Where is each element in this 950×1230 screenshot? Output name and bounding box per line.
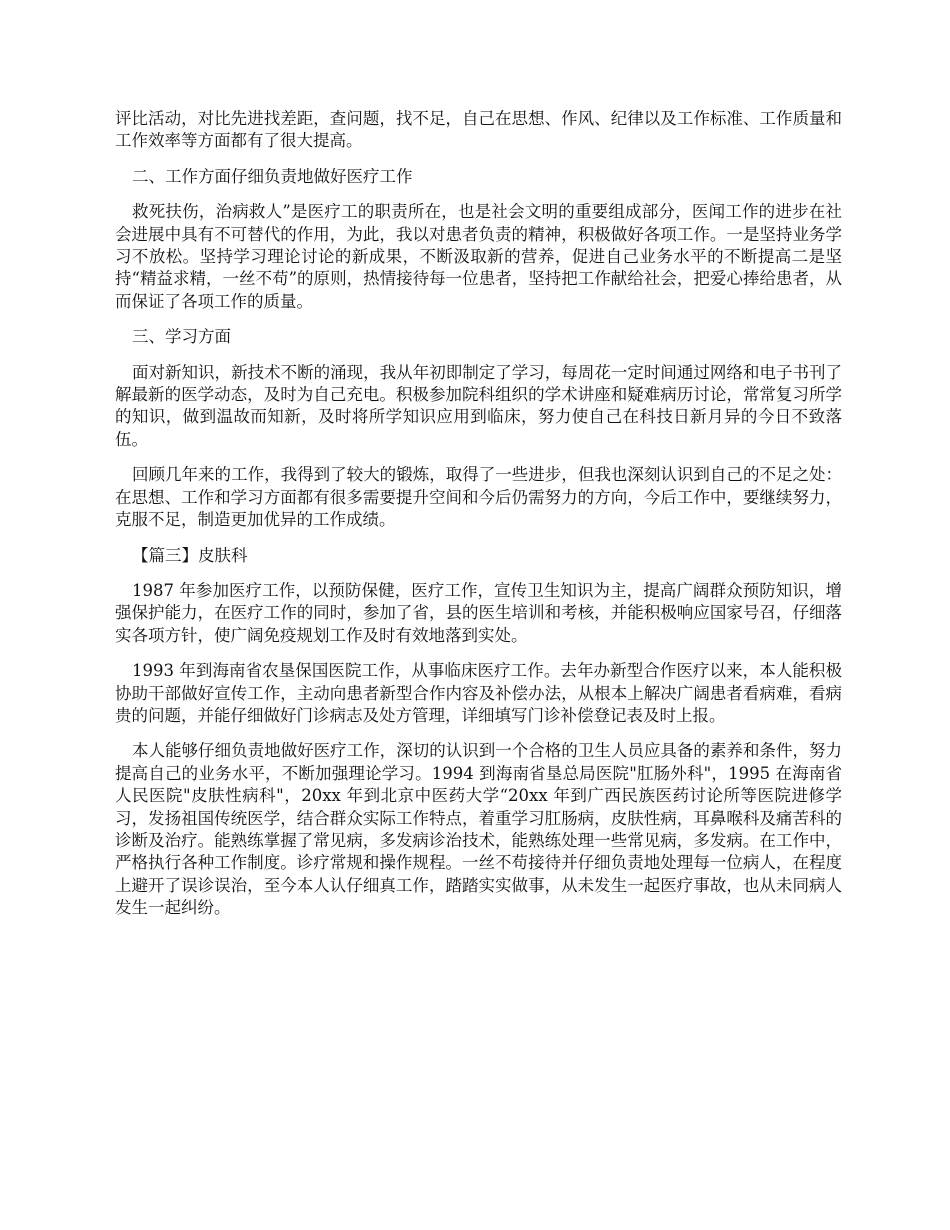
- section-heading-study: 三、学习方面: [132, 327, 231, 347]
- paragraph-review: 回顾几年来的工作，我得到了较大的锻炼，取得了一些进步，但我也深刻认识到自己的不足之处：在思想、工作和学习方面都有很多需要提升空间和今后仍需努力的方向，今后工作中，要继续努力，克服不足，制造更加优异的工作成绩。: [115, 465, 842, 530]
- paragraph-continuation: 评比活动，对比先进找差距，查问题，找不足，自己在思想、作风、纪律以及工作标准、工作质量和工作效率等方面都有了很大提高。: [115, 109, 842, 151]
- section-heading-work: 二、工作方面仔细负责地做好医疗工作: [132, 166, 413, 186]
- section-heading-part-three: 【篇三】皮肤科: [132, 545, 248, 565]
- paragraph-study: 面对新知识，新技术不断的涌现，我从年初即制定了学习，每周花一定时间通过网络和电子书刊了解最新的医学动态，及时为自己充电。积极参加院科组织的学术讲座和疑难病历讨论，常常复习所学的知识，做到温故而知新，及时将所学知识应用到临床，努力使自己在科技日新月异的今日不致落伍。: [115, 362, 842, 449]
- paragraph-training: 本人能够仔细负责地做好医疗工作，深切的认识到一个合格的卫生人员应具备的素养和条件，努力提高自己的业务水平，不断加强理论学习。1994 到海南省垦总局医院"肛肠外科"，1995 在海南省人民医院"皮肤性病科"，20xx 年到北京中医药大学“20xx 年到广西民族医药讨论所等医院进修学习，发扬祖国传统医学，结合群众实际工作特点，着重学习肛肠病，皮肤性病，耳鼻喉科及痛苦科的诊断及治疗。能熟练掌握了常见病，多发病诊治技术，能熟练处理一些常见病，多发病。在工作中，严格执行各种工作制度。诊疗常规和操作规程。一丝不苟接待并仔细负责地处理每一位病人，在程度上避开了误诊误治，至今本人认仔细真工作，踏踏实实做事，从未发生一起医疗事故，也从未同病人发生一起纠纷。: [115, 741, 842, 918]
- document-page: [115, 108, 842, 933]
- paragraph-1993: 1993 年到海南省农垦保国医院工作，从事临床医疗工作。去年办新型合作医疗以来，本人能积极协助干部做好宣传工作，主动向患者新型合作内容及补偿办法，从根本上解决广阔患者看病难，看病贵的问题，并能仔细做好门诊病志及处方管理，详细填写门诊补偿登记表及时上报。: [115, 661, 842, 725]
- paragraph-work: 救死扶伤，治病救人”是医疗工的职责所在，也是社会文明的重要组成部分，医闻工作的进步在社会进展中具有不可替代的作用，为此，我以对患者负责的精神，积极做好各项工作。一是坚持业务学习不放松。坚持学习理论讨论的新成果，不断汲取新的营养，促进自己业务水平的不断提高二是坚持“精益求精，一丝不苟”的原则，热情接待每一位患者，坚持把工作献给社会，把爱心捧给患者，从而保证了各项工作的质量。: [115, 202, 842, 311]
- paragraph-1987: 1987 年参加医疗工作，以预防保健，医疗工作，宣传卫生知识为主，提高广阔群众预防知识，增强保护能力，在医疗工作的同时，参加了省，县的医生培训和考核，并能积极响应国家号召，仔细落实各项方针，使广阔免疫规划工作及时有效地落到实处。: [115, 580, 842, 645]
